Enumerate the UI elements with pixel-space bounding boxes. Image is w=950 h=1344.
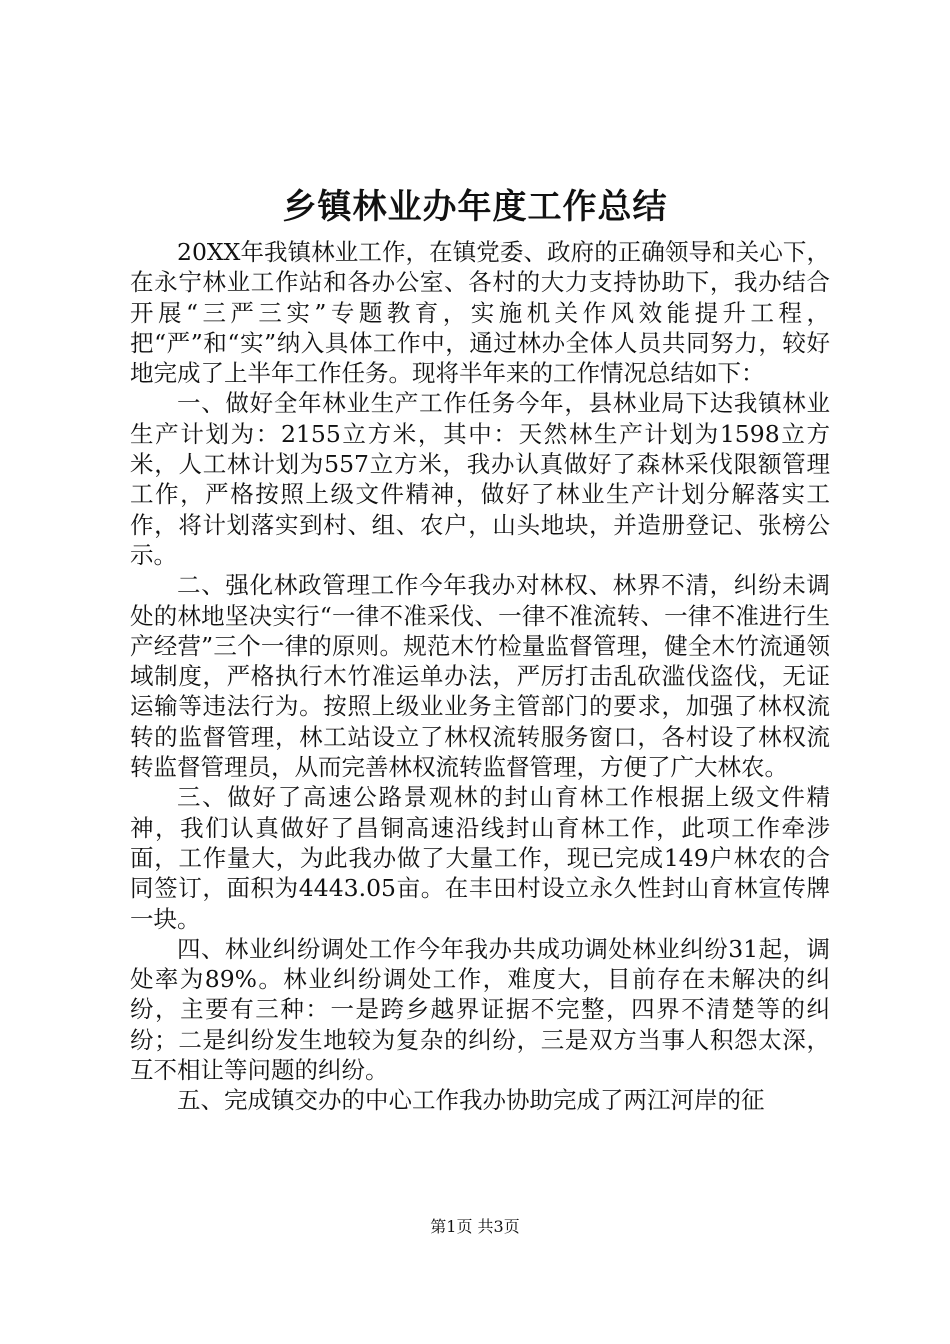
paragraph-intro: 20XX年我镇林业工作，在镇党委、政府的正确领导和关心下，在永宁林业工作站和各办公室、各村的大力支持协助下，我办结合开展“三严三实”专题教育，实施机关作风效能提升工程，把“严”和“实”纳入具体工作中，通过林办全体人员共同努力，较好地完成了上半年工作任务。现将半年来的工作情况总结如下： xyxy=(130,238,830,388)
page-footer: 第1页 共3页 xyxy=(430,1217,520,1236)
document-title: 乡镇林业办年度工作总结 xyxy=(282,187,668,227)
paragraph-section-2: 二、强化林政管理工作今年我办对林权、林界不清，纠纷未调处的林地坚决实行“一律不准采伐、一律不准流转、一律不准进行生产经营”三个一律的原则。规范木竹检量监督管理，健全木竹流通领域制度，严格执行木竹准运单办法，严厉打击乱砍滥伐盗伐，无证运输等违法行为。按照上级业业务主管部门的要求，加强了林权流转的监督管理，林工站设立了林权流转服务窗口，各村设了林权流转监督管理员，从而完善林权流转监督管理，方便了广大林农。 xyxy=(130,571,830,782)
paragraph-section-3: 三、做好了高速公路景观林的封山育林工作根据上级文件精神，我们认真做好了昌铜高速沿线封山育林工作，此项工作牵涉面，工作量大，为此我办做了大量工作，现已完成149户林农的合同签订，面积为4443.05亩。在丰田村设立永久性封山育林宣传牌一块。 xyxy=(130,783,830,933)
paragraph-section-4: 四、林业纠纷调处工作今年我办共成功调处林业纠纷31起，调处率为89%。林业纠纷调处工作，难度大，目前存在未解决的纠纷，主要有三种：一是跨乡越界证据不完整，四界不清楚等的纠纷；二是纠纷发生地较为复杂的纠纷，三是双方当事人积怨太深，互不相让等问题的纠纷。 xyxy=(130,934,830,1085)
document-body xyxy=(130,237,830,1116)
paragraph-section-1: 一、做好全年林业生产工作任务今年，县林业局下达我镇林业生产计划为：2155立方米，其中：天然林生产计划为1598立方米，人工林计划为557立方米，我办认真做好了森林采伐限额管理工作，严格按照上级文件精神，做好了林业生产计划分解落实工作，将计划落实到村、组、农户，山头地块，并造册登记、张榜公示。 xyxy=(130,389,830,569)
paragraph-section-5: 五、完成镇交办的中心工作我办协助完成了两江河岸的征 xyxy=(177,1086,765,1115)
